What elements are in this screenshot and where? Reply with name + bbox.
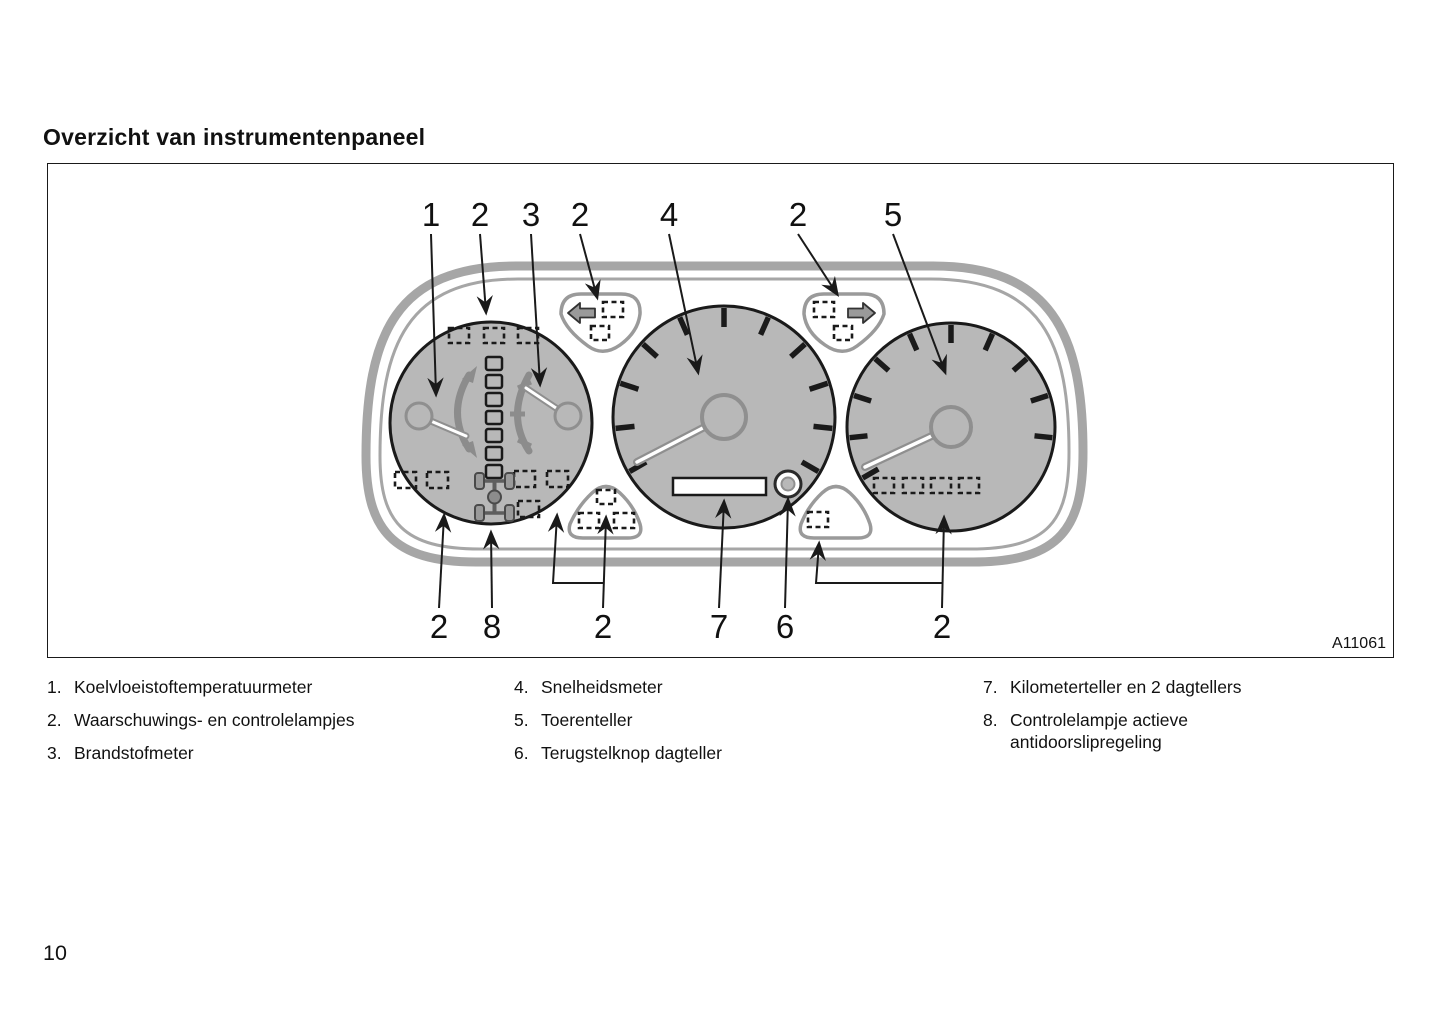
- legend-item-number: 2.: [47, 710, 62, 730]
- instrument-panel-diagram: [48, 164, 1393, 657]
- pod-outline: [561, 294, 640, 351]
- legend-item-number: 1.: [47, 677, 62, 697]
- legend-item-number: 6.: [514, 743, 529, 763]
- page-number: 10: [43, 941, 67, 965]
- legend-item-4: [514, 676, 722, 698]
- legend-item-label: Koelvloeistoftemperatuurmeter: [74, 677, 313, 697]
- fuel-needle-hub: [555, 403, 581, 429]
- legend-item-number: 4.: [514, 677, 529, 697]
- figure-code: A11061: [1332, 635, 1386, 652]
- callout-2-left-pod: 2: [570, 196, 590, 233]
- legend-item-5: [514, 709, 722, 731]
- legend-column-2: [514, 676, 722, 775]
- odometer-display: [673, 478, 766, 495]
- legend-item-number: 7.: [983, 677, 998, 697]
- callout-line-8: [491, 533, 492, 608]
- coolant-needle-hub: [406, 403, 432, 429]
- legend-item-8: [983, 709, 1268, 753]
- speedometer: [613, 306, 835, 528]
- page-title: Overzicht van instrumentenpaneel: [43, 124, 426, 150]
- legend-item-label: Controlelampje actieve antidoorslipregeling: [1010, 710, 1189, 752]
- coolant-and-fuel-gauge: [390, 322, 592, 524]
- callout-8-awd-indicator: 8: [482, 608, 502, 645]
- trip-reset-knob: [775, 471, 801, 497]
- instrument-panel-figure: [47, 163, 1394, 658]
- tachometer: [847, 323, 1055, 531]
- speedometer-hub: [702, 395, 746, 439]
- tachometer-hub: [931, 407, 971, 447]
- legend-item-number: 3.: [47, 743, 62, 763]
- legend-item-1: [47, 676, 354, 698]
- legend-item-label: Kilometerteller en 2 dagtellers: [1010, 677, 1242, 697]
- callout-2-bottom-left: 2: [429, 608, 449, 645]
- legend-item-label: Waarschuwings- en controlelampjes: [74, 710, 355, 730]
- callout-line-6: [785, 500, 788, 608]
- legend-item-number: 8.: [983, 710, 998, 730]
- callout-4-speedometer: 4: [659, 196, 679, 233]
- legend-item-label: Terugstelknop dagteller: [541, 743, 722, 763]
- legend-column-3: [983, 676, 1268, 764]
- legend-item-7: [983, 676, 1268, 698]
- callout-3-fuel-gauge: 3: [521, 196, 541, 233]
- callout-6-reset-knob: 6: [775, 608, 795, 645]
- callout-7-odometer: 7: [709, 608, 729, 645]
- callout-2-right-pod: 2: [788, 196, 808, 233]
- callout-line-2-top-lamps: [480, 234, 486, 312]
- callout-1-coolant-gauge: 1: [421, 196, 441, 233]
- legend-item-6: [514, 742, 722, 764]
- right-turn-signal-pod: [804, 294, 884, 351]
- legend-item-number: 5.: [514, 710, 529, 730]
- callout-2-bottom-right: 2: [932, 608, 952, 645]
- legend-item-2: [47, 709, 354, 731]
- legend-item-label: Brandstofmeter: [74, 743, 194, 763]
- left-turn-signal-pod: [561, 294, 640, 351]
- bottom-right-indicator-pod: [800, 487, 871, 539]
- callout-2-bottom-center: 2: [593, 608, 613, 645]
- legend-item-label: Snelheidsmeter: [541, 677, 663, 697]
- callout-2-warning-lamps: 2: [470, 196, 490, 233]
- legend-item-3: [47, 742, 354, 764]
- legend-item-label: Toerenteller: [541, 710, 633, 730]
- callout-5-tachometer: 5: [883, 196, 903, 233]
- legend-column-1: [47, 676, 354, 775]
